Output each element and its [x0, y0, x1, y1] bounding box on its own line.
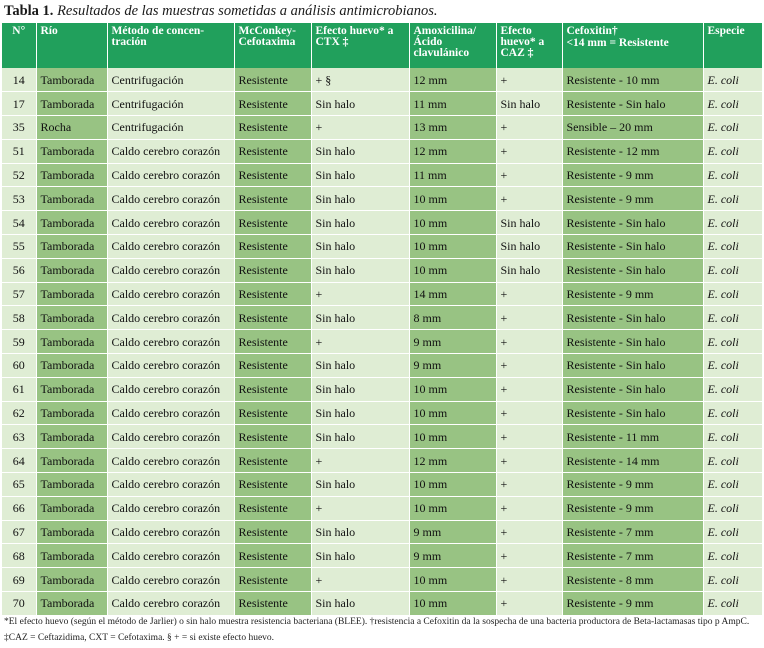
table-row [2, 92, 762, 116]
cell-mcconkey: Resistente [234, 496, 311, 520]
cell-method: Centrifugación [107, 68, 234, 92]
cell-species: E. coli [703, 520, 762, 544]
cell-mcconkey: Resistente [234, 258, 311, 282]
cell-mcconkey: Resistente [234, 425, 311, 449]
col-header-amoxicillin [409, 23, 496, 68]
cell-mcconkey: Resistente [234, 187, 311, 211]
cell-method: Centrifugación [107, 116, 234, 140]
header-line [708, 48, 759, 59]
cell-amoxicillin: 12 mm [409, 139, 496, 163]
cell-number: 64 [2, 449, 36, 473]
cell-number: 67 [2, 520, 36, 544]
cell-amoxicillin: 10 mm [409, 568, 496, 592]
cell-egg-effect-ctx: Sin halo [311, 235, 409, 259]
cell-amoxicillin: 9 mm [409, 330, 496, 354]
cell-species: E. coli [703, 211, 762, 235]
cell-egg-effect-caz: + [496, 496, 562, 520]
cell-species: E. coli [703, 258, 762, 282]
cell-amoxicillin: 10 mm [409, 401, 496, 425]
cell-amoxicillin: 10 mm [409, 377, 496, 401]
header-line [316, 48, 405, 59]
cell-river: Tamborada [36, 258, 107, 282]
table-row [2, 354, 762, 378]
table-row [2, 211, 762, 235]
cell-river: Tamborada [36, 520, 107, 544]
header-line: CAZ ‡ [500, 47, 534, 59]
cell-river: Tamborada [36, 425, 107, 449]
cell-cefoxitin: Resistente - Sin halo [562, 354, 703, 378]
table-row [2, 568, 762, 592]
col-header-method [107, 23, 234, 68]
cell-cefoxitin: Resistente - 8 mm [562, 568, 703, 592]
cell-method: Caldo cerebro corazón [107, 401, 234, 425]
cell-egg-effect-ctx: Sin halo [311, 306, 409, 330]
cell-river: Tamborada [36, 187, 107, 211]
cell-mcconkey: Resistente [234, 211, 311, 235]
table-header-row [2, 23, 762, 68]
cell-egg-effect-caz: + [496, 592, 562, 616]
cell-species: E. coli [703, 68, 762, 92]
cell-cefoxitin: Resistente - 9 mm [562, 163, 703, 187]
table-row [2, 306, 762, 330]
header-line [239, 48, 307, 59]
cell-cefoxitin: Resistente - 10 mm [562, 68, 703, 92]
cell-number: 61 [2, 377, 36, 401]
cell-cefoxitin: Resistente - 7 mm [562, 544, 703, 568]
cell-amoxicillin: 8 mm [409, 306, 496, 330]
header-line: <14 mm = Resistente [566, 37, 669, 49]
cell-river: Tamborada [36, 92, 107, 116]
header-line [112, 48, 230, 59]
cell-egg-effect-ctx: Sin halo [311, 354, 409, 378]
cell-egg-effect-caz: + [496, 401, 562, 425]
cell-egg-effect-caz: + [496, 520, 562, 544]
col-header-species [703, 23, 762, 68]
cell-egg-effect-caz: + [496, 544, 562, 568]
cell-river: Tamborada [36, 544, 107, 568]
header-line: Río [40, 25, 58, 37]
cell-mcconkey: Resistente [234, 354, 311, 378]
cell-method: Caldo cerebro corazón [107, 187, 234, 211]
table-row [2, 401, 762, 425]
cell-egg-effect-ctx: + [311, 449, 409, 473]
footnote-1: *El efecto huevo (según el método de Jarlier) o sin halo muestra resistencia bacteriana (BLEE). †resistencia a Cefoxitin da la sospecha de una bacteria productora de Beta-lactamasas tipo p AmpC. [4, 617, 750, 627]
cell-species: E. coli [703, 568, 762, 592]
cell-river: Tamborada [36, 401, 107, 425]
cell-egg-effect-ctx: Sin halo [311, 425, 409, 449]
cell-egg-effect-caz: + [496, 473, 562, 497]
cell-method: Centrifugación [107, 92, 234, 116]
cell-method: Caldo cerebro corazón [107, 496, 234, 520]
cell-egg-effect-ctx: Sin halo [311, 163, 409, 187]
cell-number: 17 [2, 92, 36, 116]
cell-number: 14 [2, 68, 36, 92]
cell-number: 59 [2, 330, 36, 354]
cell-method: Caldo cerebro corazón [107, 544, 234, 568]
cell-egg-effect-caz: + [496, 377, 562, 401]
cell-method: Caldo cerebro corazón [107, 449, 234, 473]
cell-cefoxitin: Resistente - 9 mm [562, 473, 703, 497]
cell-egg-effect-caz: + [496, 330, 562, 354]
table-row [2, 258, 762, 282]
cell-mcconkey: Resistente [234, 544, 311, 568]
header-line: clavulánico [413, 47, 470, 59]
cell-amoxicillin: 10 mm [409, 425, 496, 449]
cell-egg-effect-ctx: Sin halo [311, 401, 409, 425]
results-table [2, 23, 762, 616]
table-row [2, 377, 762, 401]
cell-egg-effect-caz: + [496, 139, 562, 163]
header-line: CTX ‡ [315, 36, 349, 48]
cell-number: 69 [2, 568, 36, 592]
cell-number: 54 [2, 211, 36, 235]
cell-amoxicillin: 10 mm [409, 235, 496, 259]
col-header-number [2, 23, 36, 68]
cell-egg-effect-ctx: + [311, 568, 409, 592]
table-caption [4, 2, 760, 20]
cell-egg-effect-caz: + [496, 449, 562, 473]
cell-cefoxitin: Resistente - 14 mm [562, 449, 703, 473]
cell-method: Caldo cerebro corazón [107, 425, 234, 449]
table-row [2, 163, 762, 187]
cell-river: Tamborada [36, 306, 107, 330]
header-line: N° [12, 25, 26, 37]
header-line: Efecto [500, 25, 532, 37]
cell-river: Tamborada [36, 449, 107, 473]
cell-amoxicillin: 9 mm [409, 354, 496, 378]
cell-species: E. coli [703, 282, 762, 306]
footnote-2: ‡CAZ = Ceftazidima, CXT = Cefotaxima. § + = si existe efecto huevo. [4, 633, 275, 643]
cell-egg-effect-caz: Sin halo [496, 92, 562, 116]
cell-mcconkey: Resistente [234, 330, 311, 354]
cell-mcconkey: Resistente [234, 473, 311, 497]
cell-river: Tamborada [36, 354, 107, 378]
cell-amoxicillin: 10 mm [409, 592, 496, 616]
cell-amoxicillin: 12 mm [409, 68, 496, 92]
cell-river: Tamborada [36, 139, 107, 163]
cell-amoxicillin: 11 mm [409, 92, 496, 116]
cell-cefoxitin: Resistente - 9 mm [562, 496, 703, 520]
cell-river: Tamborada [36, 211, 107, 235]
cell-method: Caldo cerebro corazón [107, 330, 234, 354]
table-row [2, 68, 762, 92]
cell-egg-effect-caz: Sin halo [496, 235, 562, 259]
cell-species: E. coli [703, 401, 762, 425]
col-header-mcconkey [234, 23, 311, 68]
cell-river: Tamborada [36, 496, 107, 520]
cell-mcconkey: Resistente [234, 520, 311, 544]
cell-number: 63 [2, 425, 36, 449]
cell-cefoxitin: Resistente - 9 mm [562, 592, 703, 616]
cell-species: E. coli [703, 354, 762, 378]
cell-amoxicillin: 13 mm [409, 116, 496, 140]
table-row [2, 282, 762, 306]
cell-number: 53 [2, 187, 36, 211]
col-header-river [36, 23, 107, 68]
cell-mcconkey: Resistente [234, 306, 311, 330]
cell-mcconkey: Resistente [234, 235, 311, 259]
cell-egg-effect-ctx: + [311, 116, 409, 140]
header-line [41, 48, 103, 59]
header-line: Efecto huevo* a [315, 25, 394, 37]
col-header-egg-effect-ctx [311, 23, 409, 68]
cell-species: E. coli [703, 544, 762, 568]
header-line: Cefoxitin† [566, 25, 618, 37]
cell-method: Caldo cerebro corazón [107, 568, 234, 592]
cell-mcconkey: Resistente [234, 116, 311, 140]
cell-amoxicillin: 10 mm [409, 187, 496, 211]
cell-cefoxitin: Resistente - Sin halo [562, 92, 703, 116]
cell-egg-effect-caz: + [496, 568, 562, 592]
cell-species: E. coli [703, 496, 762, 520]
cell-cefoxitin: Resistente - Sin halo [562, 330, 703, 354]
cell-species: E. coli [703, 306, 762, 330]
cell-number: 35 [2, 116, 36, 140]
cell-mcconkey: Resistente [234, 568, 311, 592]
cell-number: 66 [2, 496, 36, 520]
cell-mcconkey: Resistente [234, 377, 311, 401]
cell-amoxicillin: 9 mm [409, 544, 496, 568]
cell-river: Tamborada [36, 68, 107, 92]
table-row [2, 592, 762, 616]
header-line: tración [111, 36, 147, 48]
cell-cefoxitin: Resistente - 7 mm [562, 520, 703, 544]
header-line: Cefotaxima [238, 36, 296, 48]
cell-mcconkey: Resistente [234, 282, 311, 306]
header-line [41, 37, 103, 48]
cell-species: E. coli [703, 592, 762, 616]
header-line: Ácido [413, 36, 443, 48]
cell-method: Caldo cerebro corazón [107, 306, 234, 330]
cell-mcconkey: Resistente [234, 449, 311, 473]
cell-river: Tamborada [36, 377, 107, 401]
cell-egg-effect-caz: Sin halo [496, 258, 562, 282]
cell-cefoxitin: Sensible – 20 mm [562, 116, 703, 140]
cell-number: 51 [2, 139, 36, 163]
cell-river: Tamborada [36, 163, 107, 187]
cell-cefoxitin: Resistente - Sin halo [562, 377, 703, 401]
cell-cefoxitin: Resistente - Sin halo [562, 401, 703, 425]
cell-number: 60 [2, 354, 36, 378]
cell-species: E. coli [703, 377, 762, 401]
cell-species: E. coli [703, 187, 762, 211]
table-row [2, 235, 762, 259]
cell-egg-effect-ctx: + [311, 496, 409, 520]
header-line [708, 37, 759, 48]
cell-mcconkey: Resistente [234, 139, 311, 163]
cell-egg-effect-caz: + [496, 425, 562, 449]
cell-amoxicillin: 10 mm [409, 496, 496, 520]
cell-river: Tamborada [36, 473, 107, 497]
cell-egg-effect-ctx: Sin halo [311, 520, 409, 544]
cell-river: Tamborada [36, 235, 107, 259]
cell-egg-effect-ctx: Sin halo [311, 211, 409, 235]
cell-cefoxitin: Resistente - 9 mm [562, 282, 703, 306]
cell-egg-effect-ctx: Sin halo [311, 92, 409, 116]
cell-method: Caldo cerebro corazón [107, 163, 234, 187]
table-row [2, 139, 762, 163]
cell-egg-effect-caz: Sin halo [496, 211, 562, 235]
cell-egg-effect-caz: + [496, 163, 562, 187]
cell-egg-effect-ctx: Sin halo [311, 473, 409, 497]
table-row [2, 116, 762, 140]
cell-number: 56 [2, 258, 36, 282]
table-body [2, 68, 762, 615]
cell-amoxicillin: 12 mm [409, 449, 496, 473]
col-header-cefoxitin [562, 23, 703, 68]
cell-egg-effect-caz: + [496, 282, 562, 306]
cell-method: Caldo cerebro corazón [107, 520, 234, 544]
cell-number: 55 [2, 235, 36, 259]
table-row [2, 187, 762, 211]
header-line [4, 48, 34, 59]
cell-egg-effect-ctx: Sin halo [311, 258, 409, 282]
cell-egg-effect-caz: + [496, 68, 562, 92]
cell-amoxicillin: 10 mm [409, 258, 496, 282]
cell-species: E. coli [703, 425, 762, 449]
cell-mcconkey: Resistente [234, 92, 311, 116]
cell-egg-effect-ctx: + § [311, 68, 409, 92]
cell-egg-effect-ctx: + [311, 282, 409, 306]
table-row [2, 544, 762, 568]
cell-egg-effect-caz: + [496, 306, 562, 330]
cell-river: Tamborada [36, 282, 107, 306]
cell-method: Caldo cerebro corazón [107, 211, 234, 235]
cell-method: Caldo cerebro corazón [107, 473, 234, 497]
cell-method: Caldo cerebro corazón [107, 258, 234, 282]
cell-species: E. coli [703, 139, 762, 163]
cell-cefoxitin: Resistente - 12 mm [562, 139, 703, 163]
header-line: Amoxicilina/ [413, 25, 477, 37]
header-line: McConkey- [238, 25, 296, 37]
cell-species: E. coli [703, 92, 762, 116]
cell-river: Tamborada [36, 592, 107, 616]
cell-mcconkey: Resistente [234, 163, 311, 187]
cell-river: Tamborada [36, 568, 107, 592]
table-row [2, 425, 762, 449]
cell-cefoxitin: Resistente - 9 mm [562, 187, 703, 211]
cell-river: Tamborada [36, 330, 107, 354]
table-row [2, 449, 762, 473]
header-line: Especie [707, 25, 745, 37]
cell-amoxicillin: 9 mm [409, 520, 496, 544]
cell-egg-effect-ctx: Sin halo [311, 377, 409, 401]
table-row [2, 473, 762, 497]
header-line: huevo* a [500, 36, 545, 48]
header-line: Método de concen- [111, 25, 205, 37]
cell-river: Rocha [36, 116, 107, 140]
cell-method: Caldo cerebro corazón [107, 377, 234, 401]
cell-number: 52 [2, 163, 36, 187]
table-row [2, 520, 762, 544]
cell-egg-effect-ctx: Sin halo [311, 544, 409, 568]
cell-method: Caldo cerebro corazón [107, 354, 234, 378]
cell-method: Caldo cerebro corazón [107, 282, 234, 306]
cell-egg-effect-caz: + [496, 187, 562, 211]
cell-number: 57 [2, 282, 36, 306]
cell-method: Caldo cerebro corazón [107, 592, 234, 616]
cell-amoxicillin: 11 mm [409, 163, 496, 187]
cell-method: Caldo cerebro corazón [107, 235, 234, 259]
cell-mcconkey: Resistente [234, 592, 311, 616]
cell-mcconkey: Resistente [234, 68, 311, 92]
cell-number: 58 [2, 306, 36, 330]
cell-cefoxitin: Resistente - Sin halo [562, 258, 703, 282]
cell-number: 65 [2, 473, 36, 497]
cell-cefoxitin: Resistente - Sin halo [562, 235, 703, 259]
cell-egg-effect-ctx: + [311, 330, 409, 354]
cell-egg-effect-caz: + [496, 116, 562, 140]
cell-egg-effect-ctx: Sin halo [311, 187, 409, 211]
cell-species: E. coli [703, 473, 762, 497]
col-header-egg-effect-caz [496, 23, 562, 68]
cell-cefoxitin: Resistente - 11 mm [562, 425, 703, 449]
cell-amoxicillin: 10 mm [409, 211, 496, 235]
table-row [2, 496, 762, 520]
table-caption-text: Resultados de las muestras sometidas a análisis antimicrobianos. [57, 3, 438, 19]
cell-cefoxitin: Resistente - Sin halo [562, 211, 703, 235]
cell-species: E. coli [703, 163, 762, 187]
cell-mcconkey: Resistente [234, 401, 311, 425]
cell-species: E. coli [703, 449, 762, 473]
cell-egg-effect-ctx: Sin halo [311, 139, 409, 163]
cell-method: Caldo cerebro corazón [107, 139, 234, 163]
cell-species: E. coli [703, 330, 762, 354]
cell-egg-effect-ctx: Sin halo [311, 592, 409, 616]
cell-number: 68 [2, 544, 36, 568]
table-row [2, 330, 762, 354]
cell-number: 70 [2, 592, 36, 616]
table-caption-label: Tabla 1. [4, 3, 54, 19]
cell-egg-effect-caz: + [496, 354, 562, 378]
cell-amoxicillin: 14 mm [409, 282, 496, 306]
cell-cefoxitin: Resistente - Sin halo [562, 306, 703, 330]
cell-number: 62 [2, 401, 36, 425]
cell-species: E. coli [703, 116, 762, 140]
cell-species: E. coli [703, 235, 762, 259]
cell-amoxicillin: 10 mm [409, 473, 496, 497]
